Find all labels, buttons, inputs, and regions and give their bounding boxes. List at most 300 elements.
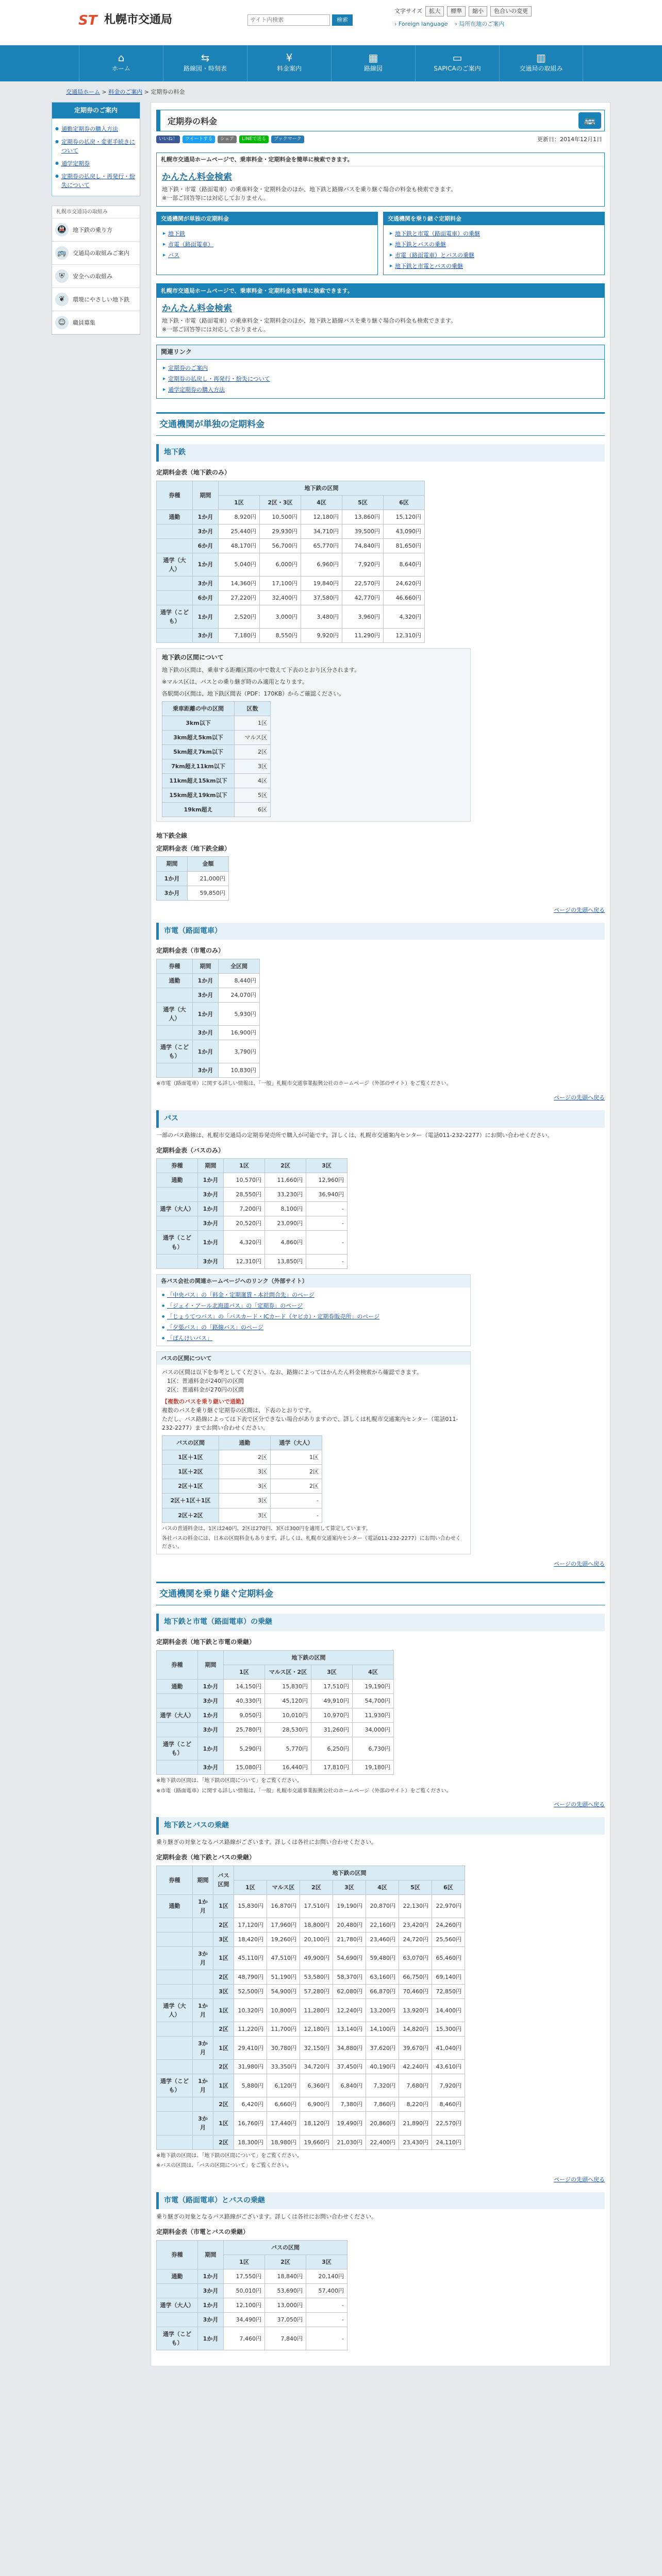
table-row-label (157, 1188, 198, 1202)
table-cell: 21,000円 (188, 871, 229, 886)
table-cell: 8,220円 (399, 2097, 432, 2112)
table-cell: 8,100円 (265, 1202, 306, 1216)
table-cell: 59,480円 (366, 1946, 399, 1970)
table-row (157, 1708, 394, 1722)
table-row (157, 886, 229, 900)
table-cell: 59,850円 (188, 886, 229, 900)
table-row-label: 通学（こども） (157, 605, 193, 629)
related-link[interactable]: ▶ 定期券の払戻し・再発行・紛失について (163, 374, 598, 384)
table-row (157, 2022, 465, 2037)
table-header-cell: 券種 (157, 2240, 198, 2269)
toc-link[interactable]: ▶ 地下鉄とバスの乗継 (390, 239, 598, 250)
table-header-cell: 1区 (219, 495, 260, 510)
table-row (162, 788, 271, 803)
table-cell: 19,490円 (333, 2112, 366, 2135)
table-cell: 3,480円 (301, 605, 342, 629)
sidebar-sub-item[interactable]: ❦ 環境にやさしい地下鉄 (52, 288, 140, 311)
gnav-map[interactable]: ▦ 路線図 (331, 45, 415, 81)
table-cell: 6,960円 (301, 553, 342, 576)
table-cell: 13,860円 (342, 510, 384, 524)
table-cell: 3区 (235, 759, 271, 774)
table-cell: 15,080円 (224, 1760, 265, 1775)
table-row-label: 1か月 (198, 1679, 224, 1693)
table-row-label: 2区 (213, 1970, 234, 1984)
facebook-like-button[interactable]: いいね！ (156, 135, 180, 144)
bus-company-link[interactable]: ● 「ジェイ・アール北海道バス」の「定期券」のページ (162, 1300, 465, 1311)
table-row-label: 2区 (213, 2060, 234, 2074)
office-location-link[interactable]: › 局所在地のご案内 (455, 21, 505, 27)
table-cell: 20,100円 (300, 1932, 333, 1946)
table-cell: 3区 (219, 1494, 271, 1508)
person-icon: ☺ (55, 316, 69, 329)
table-cell: 17,440円 (267, 2112, 300, 2135)
table-cell: 7,320円 (366, 2074, 399, 2097)
table-row-label (157, 576, 193, 590)
table-cell: 39,670円 (399, 2037, 432, 2060)
table-row (157, 1040, 260, 1063)
table-cell: 6,360円 (300, 2074, 333, 2097)
bus-icon: 🚌 (578, 112, 601, 129)
table-row-label (193, 1932, 213, 1946)
subway-all-table (156, 856, 229, 900)
sidebar-sub-item[interactable]: ⛨ 安全への取組み (52, 265, 140, 288)
table-cell: 11,280円 (300, 1998, 333, 2022)
table-cell: 8,550円 (260, 629, 301, 643)
table-row-label: 1区 (213, 2037, 234, 2060)
table-row (157, 988, 260, 1003)
table-cell: 12,240円 (333, 1998, 366, 2022)
table-row-label: 通勤 (157, 1173, 198, 1188)
table-header-cell: 2区 (265, 1159, 306, 1173)
table-row-label (157, 1693, 198, 1708)
table-cell: 40,330円 (224, 1693, 265, 1708)
table-row-label (157, 2060, 193, 2074)
table-row-label: 3か月 (198, 2284, 224, 2298)
table-row-label (157, 1063, 193, 1078)
table-row-label (157, 2313, 198, 2327)
share-button[interactable]: シェア (218, 135, 237, 144)
table-header-cell: 乗車距離の中の区間 (162, 701, 235, 716)
table-row-label: 1か月 (193, 605, 219, 629)
table-row-label (157, 2097, 193, 2112)
table-cell: 23,090円 (265, 1216, 306, 1231)
table-row-label: 通学（大人） (157, 1202, 198, 1216)
table-row (157, 538, 425, 553)
table-header-cell: 4区 (353, 1665, 394, 1679)
table-cell: 18,120円 (300, 2112, 333, 2135)
table-row-label: 通学（大人） (157, 1003, 193, 1026)
subsection-heading-tram-bus: 市電（路面電車）とバスの乗継 (156, 2192, 605, 2210)
table-row-label: 1区 (213, 1894, 234, 1918)
table-cell: - (306, 2298, 347, 2313)
table-row-label: 通学（大人） (157, 2298, 198, 2313)
table-cell: 4区 (235, 774, 271, 788)
table-row-label: 1区＋1区 (162, 1450, 219, 1465)
back-to-top-link[interactable]: ページの先頭へ戻る (554, 1561, 605, 1568)
table-row-label: 7km超え11km以下 (162, 759, 235, 774)
table-row (157, 973, 260, 988)
gnav-routes[interactable]: ⇆ 路線図・時刻表 (163, 45, 247, 81)
table-cell: 29,930円 (260, 524, 301, 538)
table-row-label (157, 1026, 193, 1040)
back-to-top-link[interactable]: ページの先頭へ戻る (554, 2176, 605, 2183)
table-cell: 16,760円 (234, 2112, 267, 2135)
table-cell: 17,550円 (224, 2269, 265, 2284)
tweet-button[interactable]: ツイートする (183, 135, 215, 144)
sidebar-sub-item[interactable]: 🚇 地下鉄の乗り方 (52, 218, 140, 242)
table-row-label: 1区 (213, 1998, 234, 2022)
table-header-cell: 期間 (198, 2240, 224, 2269)
table-header-cell: 全区間 (219, 959, 260, 973)
table-row (157, 2298, 347, 2313)
table-header-cell: 券種 (157, 481, 193, 510)
gnav-efforts[interactable]: ▥ 交通局の取組み (499, 45, 583, 81)
table-header-row (157, 1159, 347, 1173)
table-cell: 3,000円 (260, 605, 301, 629)
table-cell: 1区 (271, 1450, 322, 1465)
bus-company-link[interactable]: ● 「じょうてつバス」の「バスカード・ICカード（ヤビカ）・定期券販売所」のページ (162, 1311, 465, 1322)
table-cell: 37,580円 (301, 590, 342, 605)
table-cell: 51,190円 (267, 1970, 300, 1984)
table-cell: 12,310円 (384, 629, 425, 643)
fare-search-notice: 札幌市交通局ホームページで、乗車料金・定期料金を簡単に検索できます。 かんたん料金検索 地下鉄・市電（路面電車）の乗車料金・定期料金のほか、地下鉄と路線バスを乗り継ぐ場合の料金も検索できます。 ※一部ご回答等には対応しておりません。 (156, 152, 605, 206)
table-cell: 17,960円 (267, 1918, 300, 1932)
bus-company-links: 各バス会社の関連ホームページへのリンク（外部サイト） ● 「中央バス」の「料金・定期運賃・本社問合先」のページ ● 「ジェイ・アール北海道バス」の「定期券」のページ ● 「じょうてつバス」の「バスカード・ICカード（ヤビカ）・定期券販売所」のページ ● 「夕張バス」の「路線バス」のページ ● 「ばんけいバス」 (156, 1274, 471, 1346)
table-row-label: 2区 (213, 2097, 234, 2112)
table-row-label: 通勤 (157, 510, 193, 524)
sidebar (52, 102, 140, 335)
foreign-language-link[interactable]: › Foreign language (394, 21, 448, 27)
table-row-label: 1か月 (198, 1202, 224, 1216)
table-header-cell: 2区・3区 (260, 495, 301, 510)
table-cell: 5,040円 (219, 553, 260, 576)
table-cell: 16,900円 (219, 1026, 260, 1040)
table-cell: 19,190円 (333, 1894, 366, 1918)
table-cell: 2区 (235, 745, 271, 759)
global-nav (0, 45, 662, 81)
text-size-normal-button[interactable]: 標準 (447, 6, 466, 16)
table-cell: マルス区 (235, 731, 271, 745)
table-row (157, 2327, 347, 2350)
table-row-label: 通学（こども） (157, 2327, 198, 2350)
site-header (0, 0, 662, 45)
table-header-cell: 券種 (157, 1866, 193, 1894)
table-cell: 24,720円 (399, 1932, 432, 1946)
sidebar-sub: 札幌市交通局の取組み 🚇 地下鉄の乗り方 🚌 交通局の取組みご案内 ⛨ 安全への取組み ❦ 環境にやさしい地下鉄 ☺ 職員募集 (52, 206, 140, 335)
table-row (157, 1984, 465, 1998)
table-row-label: 15km超え19km以下 (162, 788, 235, 803)
site-logo[interactable] (78, 11, 172, 29)
table-cell: 10,800円 (267, 1998, 300, 2022)
sidebar-sub-item[interactable]: 🚌 交通局の取組みご案内 (52, 242, 140, 265)
table-cell: 6,840円 (333, 2074, 366, 2097)
toc-link[interactable]: ▶ 地下鉄 (163, 228, 371, 239)
table-cell: 49,910円 (311, 1693, 353, 1708)
table-row-label (157, 538, 193, 553)
table-cell: 2区 (219, 1450, 271, 1465)
toc-link[interactable]: ▶ 地下鉄と市電（路面電車）の乗継 (390, 228, 598, 239)
site-search (247, 14, 353, 26)
bus-company-link[interactable]: ● 「中央バス」の「料金・定期運賃・本社問合先」のページ (162, 1290, 465, 1300)
updated-date: 更新日：2014年12月1日 (537, 136, 602, 143)
table-cell: 12,310円 (224, 1254, 265, 1268)
table-header-row (162, 1436, 322, 1450)
table-cell: - (306, 2313, 347, 2327)
table-cell: 33,230円 (265, 1188, 306, 1202)
table-cell: 32,150円 (300, 2037, 333, 2060)
table-cell: 14,820円 (399, 2022, 432, 2037)
table-row-label: 通学（こども） (157, 1040, 193, 1063)
table-cell: 5,930円 (219, 1003, 260, 1026)
table-cell: 20,140円 (306, 2269, 347, 2284)
table-row-label (157, 2135, 193, 2149)
table-row (162, 731, 271, 745)
table-cell: 29,410円 (234, 2037, 267, 2060)
building-icon: ▥ (536, 52, 546, 64)
subway-area-pdf-link[interactable]: 各駅間の区間は、地下鉄区間表（PDF：170KB）からご確認ください。 (162, 690, 345, 697)
table-cell: 6,250円 (311, 1737, 353, 1760)
table-cell: 14,150円 (224, 1679, 265, 1693)
table-row-label (157, 1932, 193, 1946)
table-cell: - (306, 2327, 347, 2350)
table-cell: 20,860円 (366, 2112, 399, 2135)
bus-area-note: バスの区間について バスの区間は以下を参考としてください。なお、路線によってはかんたん料金検索から確認できます。 1区：普通料金が240円の区間 2区：普通料金が270円の区間 【複数のバスを乗り継いで通勤】 複数のバスを乗り継ぐ定期券の区間は、下表のとおりです。 ただし、バス路線によっては下表で区分できない場合がありますので、詳しくは札幌市交通案内センター（電話011-232-2277）までお問い合わせください。 バスの区間 通勤 通学（大人） 1区＋1区 2区 1区 1区＋2区 3区 2区 2区＋1区 3区 2区 2区＋1区＋1区 3区 - 2区＋2区 3区 - バスの普通料金は、1区は240円、2区は270円、3区は300円を適用して算定しています。 各社バスの料金には、日本の区間料金もあります。詳しくは、札幌市交通案内センター（電話011-232-2277）にお問い合わせください。 (156, 1351, 471, 1554)
fare-search-link[interactable]: かんたん料金検索 (162, 172, 232, 183)
table-row-label: 3か月 (198, 1693, 224, 1708)
table-cell: 4,320円 (384, 605, 425, 629)
table-cell: 18,800円 (300, 1918, 333, 1932)
card-icon: ▭ (452, 52, 462, 64)
table-cell: 31,980円 (234, 2060, 267, 2074)
table-cell: 18,300円 (234, 2135, 267, 2149)
table-row (157, 1254, 347, 1268)
table-cell: 34,720円 (300, 2060, 333, 2074)
table-cell: 22,970円 (432, 1894, 465, 1918)
gnav-home[interactable]: ⌂ ホーム (79, 45, 163, 81)
table-cell: 24,620円 (384, 576, 425, 590)
table-row-label: 通学（こども） (157, 1231, 198, 1254)
table-cell: 3,790円 (219, 1040, 260, 1063)
table-row-label: 通学（大人） (157, 1998, 193, 2022)
table-cell: 6区 (235, 803, 271, 817)
table-header-cell: 1区 (234, 1880, 267, 1894)
related-link[interactable]: ▶ 通学定期券の購入方法 (163, 384, 598, 395)
table-row (157, 2097, 465, 2112)
table-cell: 5,880円 (234, 2074, 267, 2097)
table-header-cell: マルス区・2区 (265, 1665, 311, 1679)
bus-fare-table (156, 1158, 347, 1268)
table-cell: 52,500円 (234, 1984, 267, 1998)
table-cell: 20,520円 (224, 1216, 265, 1231)
table-row-label (193, 1918, 213, 1932)
table-row-label: 3か月 (193, 576, 219, 590)
table-cell: 3,960円 (342, 605, 384, 629)
table-cell: 54,690円 (333, 1946, 366, 1970)
table-cell: 12,180円 (300, 2022, 333, 2037)
table-cell: 2区 (271, 1479, 322, 1494)
table-cell: 34,880円 (333, 2037, 366, 2060)
gnav-sapica[interactable]: ▭ SAPICAのご案内 (415, 45, 499, 81)
table-cell: 23,420円 (399, 1918, 432, 1932)
toc-link[interactable]: ▶ 地下鉄と市電とバスの乗継 (390, 261, 598, 272)
table-row-label: 1か月 (157, 871, 188, 886)
table-cell: 46,660円 (384, 590, 425, 605)
table-cell: 19,840円 (301, 576, 342, 590)
table-row-label: 3か月 (157, 886, 188, 900)
table-row-label (157, 1216, 198, 1231)
table-cell: 7,920円 (342, 553, 384, 576)
toc: 交通機関が単独の定期料金 ▶ 地下鉄 ▶ 市電（路面電車） ▶ バス 交通機関を乗り継ぐ定期料金 ▶ 地下鉄と市電（路面電車）の乗継 ▶ 地下鉄とバスの乗継 ▶ 市電（路面電車）とバスの乗継 ▶ 地下鉄と市電とバスの乗継 (156, 212, 605, 275)
table-cell: 13,140円 (333, 2022, 366, 2037)
table-row (162, 716, 271, 730)
toc-link[interactable]: ▶ 市電（路面電車）とバスの乗継 (390, 250, 598, 261)
table-header-cell: 金額 (188, 857, 229, 871)
sidebar-item[interactable]: ● 定期券の払戻し・再発行・紛失について (55, 170, 137, 192)
table-row-label: 3か月 (193, 988, 219, 1003)
table-cell: 8,460円 (432, 2097, 465, 2112)
section-heading: 交通機関が単独の定期料金 (156, 412, 605, 436)
table-cell: 7,200円 (224, 1202, 265, 1216)
table-row-label (157, 1946, 193, 1970)
table-row (157, 1693, 394, 1708)
table-cell: - (306, 1254, 347, 1268)
search-input[interactable] (247, 14, 330, 26)
table-row-label: 3か月 (193, 2037, 213, 2060)
table-row (157, 2112, 465, 2135)
table-header-cell: 期間 (193, 481, 219, 510)
table-cell: 7,920円 (432, 2074, 465, 2097)
table-row (157, 2037, 465, 2060)
toc-link[interactable]: ▶ バス (163, 250, 371, 261)
line-button[interactable]: LINEで送る (239, 135, 269, 144)
table-header-cell: バスの区間 (162, 1436, 219, 1450)
table-cell: 69,140円 (432, 1970, 465, 1984)
table-cell: 12,100円 (224, 2298, 265, 2313)
back-to-top-link[interactable]: ページの先頭へ戻る (554, 1801, 605, 1808)
table-header-cell: 通学（大人） (271, 1436, 322, 1450)
breadcrumb-fares[interactable]: 料金のご案内 (108, 89, 143, 95)
table-row (157, 2074, 465, 2097)
page-title: 定期券の料金 🚌 (156, 110, 605, 131)
table-cell: 36,940円 (306, 1188, 347, 1202)
bookmark-button[interactable]: ブックマーク (271, 135, 304, 144)
table-cell: 13,200円 (366, 1998, 399, 2022)
table-cell: 10,010円 (265, 1708, 311, 1722)
table-cell: 8,640円 (384, 553, 425, 576)
sidebar-item[interactable]: ● 通勤定期券の購入方法 (55, 123, 137, 135)
table-header-cell: 期間 (198, 1650, 224, 1679)
table-cell: 17,510円 (300, 1894, 333, 1918)
related-link[interactable]: ▶ 定期券のご案内 (163, 363, 598, 374)
table-row (157, 1003, 260, 1026)
train-icon: 🚇 (55, 223, 69, 236)
table-row-label (193, 2097, 213, 2112)
table-row-label: 3km以下 (162, 716, 235, 730)
table-cell: 3区 (219, 1479, 271, 1494)
search-button[interactable]: 検索 (332, 14, 353, 26)
table-cell: 12,960円 (306, 1173, 347, 1188)
toc-link[interactable]: ▶ 市電（路面電車） (163, 239, 371, 250)
table-row-label: 1区＋2区 (162, 1465, 219, 1479)
back-to-top-link[interactable]: ページの先頭へ戻る (554, 906, 605, 913)
bus-company-link[interactable]: ● 「ばんけいバス」 (162, 1333, 465, 1344)
table-header-cell: 2区 (300, 1880, 333, 1894)
subway-fare-table (156, 481, 425, 643)
table-cell: 53,690円 (265, 2284, 306, 2298)
breadcrumb-home[interactable]: 交通局ホーム (66, 89, 100, 95)
sidebar-item[interactable]: ● 定期券の払戻・変更手続きについて (55, 135, 137, 157)
bus-company-link[interactable]: ● 「夕張バス」の「路線バス」のページ (162, 1322, 465, 1333)
text-size-large-button[interactable]: 拡大 (425, 6, 444, 16)
table-cell: 21,780円 (333, 1932, 366, 1946)
color-change-button[interactable]: 色合いの変更 (490, 6, 532, 16)
table-cell: 54,900円 (267, 1984, 300, 1998)
table-row-label: 1区 (213, 1946, 234, 1970)
table-row-label: 1か月 (193, 1998, 213, 2022)
bus-combo-table (162, 1435, 322, 1522)
back-to-top-link[interactable]: ページの先頭へ戻る (554, 1094, 605, 1101)
table-cell: 25,560円 (432, 1932, 465, 1946)
tram-bus-table (156, 2240, 347, 2350)
table-header-cell: 券種 (157, 1159, 198, 1173)
table-row-label: 2区＋1区 (162, 1479, 219, 1494)
table-header-cell: 2区 (265, 2255, 306, 2269)
table-cell: 8,440円 (219, 973, 260, 988)
table-row (157, 1188, 347, 1202)
table-row-label (157, 590, 193, 605)
table-cell: 22,400円 (366, 2135, 399, 2149)
gnav-fares[interactable]: ¥ 料金案内 (247, 45, 331, 81)
subsection-heading-tram: 市電（路面電車） (156, 923, 605, 940)
table-cell: 20,870円 (366, 1894, 399, 1918)
table-cell: 11,930円 (353, 1708, 394, 1722)
table-cell: 49,900円 (300, 1946, 333, 1970)
table-row-label: 1か月 (193, 1003, 219, 1026)
fare-search-link[interactable]: かんたん料金検索 (162, 303, 232, 314)
table-cell: 43,090円 (384, 524, 425, 538)
table-cell: 17,120円 (234, 1918, 267, 1932)
sidebar-item[interactable]: ● 通学定期券 (55, 157, 137, 170)
fare-search-notice-2: 札幌市交通局ホームページで、乗車料金・定期料金を簡単に検索できます。 かんたん料金検索 地下鉄・市電（路面電車）の乗車料金・定期料金のほか、地下鉄と路線バスを乗り継ぐ場合の料金も検索できます。 ※一部ご回答等には対応しておりません。 (156, 283, 605, 337)
table-row (162, 759, 271, 774)
table-row-label (193, 2022, 213, 2037)
table-cell: 56,700円 (260, 538, 301, 553)
table-cell: 81,650円 (384, 538, 425, 553)
table-row-label: 3か月 (193, 1946, 213, 1970)
breadcrumb: 交通局ホーム > 料金のご案内 > 定期券の料金 (66, 89, 185, 95)
table-header-cell: 期間 (193, 959, 219, 973)
table-cell: 1区 (235, 716, 271, 730)
table-cell: 57,280円 (300, 1984, 333, 1998)
table-row (157, 590, 425, 605)
table-cell: 16,870円 (267, 1894, 300, 1918)
table-cell: 31,260円 (311, 1722, 353, 1737)
table-cell: 66,750円 (399, 1970, 432, 1984)
table-header-row (157, 1650, 394, 1665)
table-cell: 6,660円 (267, 2097, 300, 2112)
table-row (157, 1760, 394, 1775)
table-group-header: 地下鉄の区間 (219, 481, 425, 495)
table-cell: 14,100円 (366, 2022, 399, 2037)
table-row-label: 1か月 (198, 1708, 224, 1722)
table-cell: 10,570円 (224, 1173, 265, 1188)
table-cell: 50,010円 (224, 2284, 265, 2298)
table-row (157, 1918, 465, 1932)
table-cell: 48,790円 (234, 1970, 267, 1984)
text-size-small-button[interactable]: 縮小 (469, 6, 487, 16)
sidebar-sub-item[interactable]: ☺ 職員募集 (52, 311, 140, 334)
table-cell: 57,400円 (306, 2284, 347, 2298)
